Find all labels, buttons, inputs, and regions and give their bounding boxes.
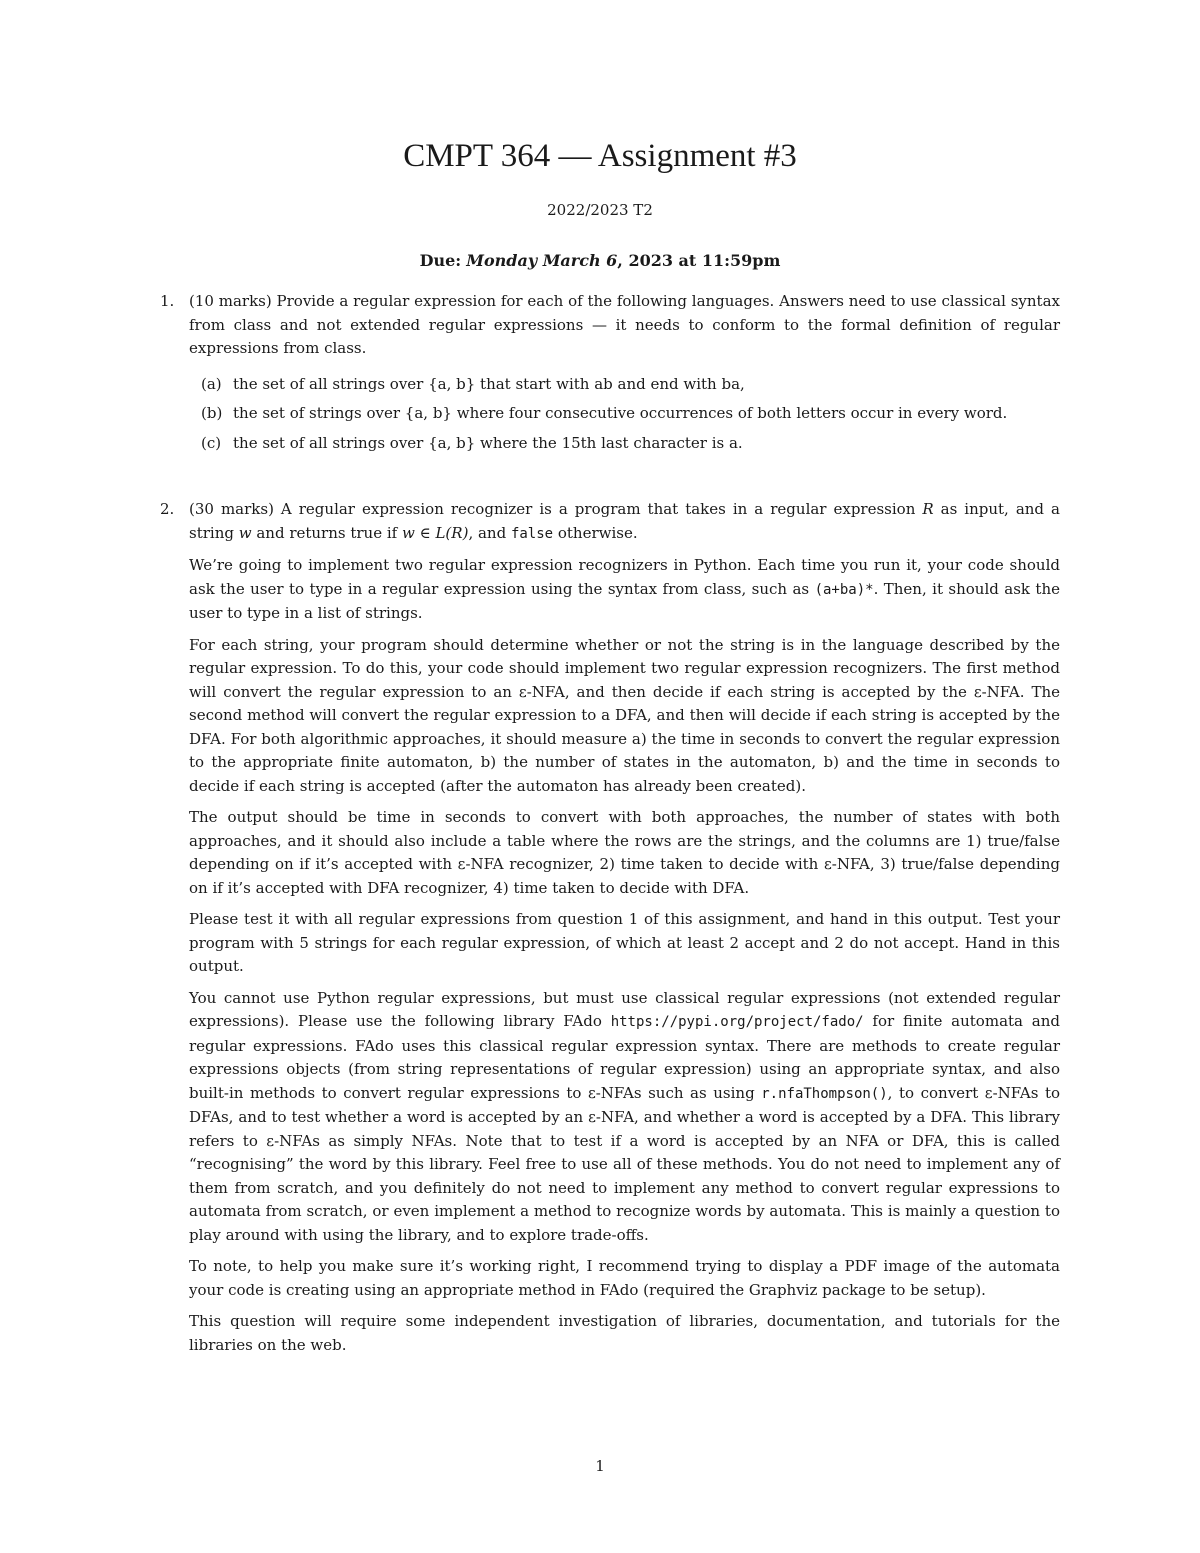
part-label: (c) bbox=[201, 433, 222, 452]
part-text: the set of all strings over {a, b} where the 15th last character is a. bbox=[233, 433, 743, 452]
question-2 bbox=[160, 498, 1060, 1365]
text-run: . Then, it should ask the user to type in a list of strings. bbox=[189, 579, 1060, 622]
math-condition: w ∈ L(R) bbox=[401, 523, 469, 542]
text-run: otherwise. bbox=[553, 523, 638, 542]
part-label: (a) bbox=[201, 374, 222, 393]
part-label: (b) bbox=[201, 404, 223, 422]
question-1-part-a bbox=[189, 373, 1060, 397]
part-text: the set of all strings over {a, b} that start with ab and end with ba, bbox=[233, 374, 745, 393]
text-run: , to convert ε-NFAs to DFAs, and to test whether a word is accepted by an ε-NFA, and whether a word is accepted by a DFA. This library refers to ε-NFAs as simply NFAs. Note that to test if a word is accepted by an NFA or DFA, this is called “recognising” the word by this library. Feel free to use all of these methods. You do not need to implement any of them from scratch, and you definitely do not need to implement any method to convert regular expressions to automata from scratch, or even implement a method to recognize words by automata. This is mainly a question to play around with using the library, and to explore trade-offs. bbox=[189, 1083, 1061, 1244]
question-1-parts bbox=[189, 373, 1060, 456]
due-date: Monday March 6 bbox=[466, 251, 618, 270]
term-label: 2022/2023 T2 bbox=[547, 201, 653, 219]
text-run: as input, and a string bbox=[189, 500, 1060, 542]
question-2-paragraph-2 bbox=[189, 554, 1060, 626]
question-2-paragraph-4: The output should be time in seconds to convert with both approaches, the number of states with both approaches, and it should also include a table where the rows are the strings, and the columns are 1) true/false depending on if it’s accepted with ε-NFA recognizer, 2) time taken to decide with ε-NFA, 3) true/false depending on if it’s accepted with DFA recognizer, 4) time taken to decide with DFA. bbox=[189, 808, 1060, 897]
text-run: (30 marks) A regular expression recognizer is a program that takes in a regular expression bbox=[189, 500, 923, 518]
text-run: You cannot use Python regular expressions, but must use classical regular expressions (not extended regular expressions). Please use the following library FAdo bbox=[189, 988, 1060, 1030]
question-1-intro: (10 marks) Provide a regular expression for each of the following languages. Answers need to use classical syntax from class and not extended regular expressions — it needs to conform to the formal definition of regular expressions from class. bbox=[189, 292, 1060, 357]
fado-url: https://pypi.org/project/fado/ bbox=[610, 1014, 864, 1030]
question-2-paragraph-6 bbox=[189, 987, 1060, 1248]
question-1 bbox=[160, 290, 1060, 461]
part-text: the set of strings over {a, b} where four consecutive occurrences of both letters occur in every word. bbox=[233, 404, 1008, 422]
math-R: R bbox=[922, 500, 934, 518]
code-false: false bbox=[510, 525, 554, 542]
question-1-part-b bbox=[189, 402, 1060, 426]
text-run: We’re going to implement two regular expression recognizers in Python. Each time you run it, your code should ask the user to type in a regular expression using the syntax from class, such as bbox=[189, 556, 1060, 598]
math-w: w bbox=[238, 523, 252, 542]
question-1-part-c bbox=[189, 432, 1060, 456]
question-2-paragraph-3: For each string, your program should determine whether or not the string is in the language described by the regular expression. To do this, your code should implement two regular expression recognizers. The first method will convert the regular expression to an ε-NFA, and then decide if each string is accepted by the ε-NFA. The second method will convert the regular expression to a DFA, and then will decide if each string is accepted by the DFA. For both algorithmic approaches, it should measure a) the time in seconds to convert the regular expression to the appropriate finite automaton, b) the number of states in the automaton, b) and the time in seconds to decide if each string is accepted (after the automaton has already been created). bbox=[189, 635, 1060, 795]
text-run: , and bbox=[468, 523, 511, 542]
question-2-paragraph-8: This question will require some independent investigation of libraries, documentation, and tutorials for the libraries on the web. bbox=[189, 1312, 1060, 1354]
assignment-title: CMPT 364 — Assignment #3 bbox=[403, 138, 797, 174]
question-2-paragraph-7: To note, to help you make sure it’s working right, I recommend trying to display a PDF image of the automata your code is creating using an appropriate method in FAdo (required the Graphviz package to be setup). bbox=[189, 1257, 1060, 1299]
text-run: for finite automata and regular expressions. FAdo uses this classical regular expression syntax. There are methods to create regular expressions objects (from string representations of regular expression) using an appropriate syntax, and also built-in methods to convert regular expressions to ε-NFAs such as using bbox=[189, 1012, 1061, 1102]
due-label: Due: bbox=[419, 251, 462, 270]
text-run: and returns true if bbox=[251, 523, 402, 542]
question-2-paragraph-1 bbox=[189, 498, 1060, 546]
page-number: 1 bbox=[595, 1457, 605, 1475]
due-time: , 2023 at 11:59pm bbox=[617, 251, 781, 270]
code-nfa-thompson: r.nfaThompson() bbox=[761, 1085, 888, 1102]
question-2-paragraph-5: Please test it with all regular expressions from question 1 of this assignment, and hand in this output. Test your program with 5 strings for each regular expression, of which at least 2 accept and 2 do not accept. Hand in this output. bbox=[189, 910, 1060, 975]
code-example-regex: (a+ba)* bbox=[814, 581, 874, 598]
question-2-number: 2. bbox=[160, 500, 175, 518]
question-1-number: 1. bbox=[160, 292, 175, 310]
due-date-line bbox=[0, 250, 1200, 272]
